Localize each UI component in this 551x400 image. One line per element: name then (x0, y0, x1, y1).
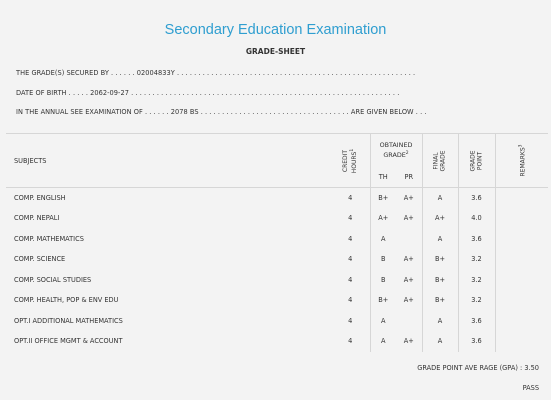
theory-grade-cell: A (380, 234, 386, 243)
credit-hours-cell: 4 (331, 311, 370, 332)
table-row (6, 270, 548, 291)
grade-point-cell: 3.2 (458, 270, 495, 291)
header-credit-line2: HOURS (351, 151, 359, 173)
credit-hours-cell: 4 (331, 188, 370, 209)
remarks-cell (495, 188, 548, 209)
subject-cell: COMP. NEPALI (14, 214, 60, 223)
header-obtained-line2: GRADE (383, 150, 406, 159)
practical-grade-cell: A+ (396, 249, 422, 270)
header-obtained-line1: OBTAINED (379, 141, 413, 150)
remarks-cell (495, 208, 548, 229)
subject-cell: COMP. HEALTH, POP & ENV EDU (14, 296, 119, 305)
table-row (6, 188, 548, 209)
header-credit-sup: 1 (350, 148, 356, 152)
practical-grade-cell: A+ (396, 290, 422, 311)
final-grade-cell: A (422, 229, 458, 250)
theory-grade-cell: A (380, 337, 386, 346)
header-obtained-grade (370, 134, 422, 168)
header-subjects: SUBJECTS (6, 134, 331, 188)
final-grade-cell: A (422, 331, 458, 352)
theory-grade-cell: B (380, 275, 386, 284)
grade-point-cell: 3.2 (458, 249, 495, 270)
practical-grade-cell: A+ (396, 208, 422, 229)
final-grade-cell: A (422, 188, 458, 209)
header-final-line2: GRADE (440, 149, 448, 172)
table-row (6, 311, 548, 332)
credit-hours-cell: 4 (331, 229, 370, 250)
credit-hours-cell: 4 (331, 331, 370, 352)
table-row (6, 331, 548, 352)
header-remarks (495, 134, 548, 188)
result-status: PASS (522, 384, 539, 392)
remarks-cell (495, 290, 548, 311)
remarks-cell (495, 331, 548, 352)
theory-grade-cell: B+ (378, 194, 389, 202)
header-pr: PR (396, 168, 422, 188)
gpa-summary: GRADE POINT AVE RAGE (GPA) : 3.50 (417, 364, 539, 372)
practical-grade-cell (396, 229, 422, 250)
subject-cell: OPT.II OFFICE MGMT & ACCOUNT (14, 337, 123, 346)
theory-grade-cell: B (380, 255, 386, 264)
remarks-cell (495, 249, 548, 270)
theory-grade-cell: A+ (378, 214, 389, 223)
practical-grade-cell (396, 311, 422, 332)
theory-grade-cell: B+ (378, 296, 389, 305)
table-row (6, 249, 548, 270)
final-grade-cell: B+ (422, 249, 458, 270)
info-examination: IN THE ANNUAL SEE EXAMINATION OF . . . . . . 2078 BS . . . . . . . . . . . . . . . . . . . . . . . . . . . . . . . . . . . ARE GIVEN BELOW . . . (16, 108, 427, 116)
final-grade-cell: A+ (422, 208, 458, 229)
grade-point-cell: 3.6 (458, 229, 495, 250)
header-remarks-sup: 3 (518, 144, 524, 148)
header-grade-point (458, 134, 495, 188)
header-th: TH (370, 168, 396, 188)
subject-cell: COMP. SCIENCE (14, 255, 66, 264)
header-credit-hours (331, 134, 370, 188)
header-final-line1: FINAL (433, 151, 441, 170)
subject-cell: COMP. ENGLISH (14, 194, 66, 202)
grade-point-cell: 3.6 (458, 311, 495, 332)
grade-table (6, 133, 548, 352)
header-obtained-sup: 2 (405, 150, 409, 156)
subject-cell: COMP. MATHEMATICS (14, 234, 84, 243)
grade-point-cell: 3.2 (458, 290, 495, 311)
header-final-grade (422, 134, 458, 188)
credit-hours-cell: 4 (331, 249, 370, 270)
theory-grade-cell: A (380, 316, 386, 325)
table-row (6, 208, 548, 229)
header-credit-line1: CREDIT (342, 149, 350, 172)
credit-hours-cell: 4 (331, 270, 370, 291)
practical-grade-cell: A+ (396, 270, 422, 291)
subject-cell: OPT.I ADDITIONAL MATHEMATICS (14, 316, 123, 325)
practical-grade-cell: A+ (396, 331, 422, 352)
table-row (6, 290, 548, 311)
header-gp-line1: GRADE (469, 149, 477, 172)
header-remarks-label: REMARKS (519, 147, 527, 177)
grade-point-cell: 3.6 (458, 331, 495, 352)
grade-table-wrapper (6, 133, 548, 347)
info-secured-by: THE GRADE(S) SECURED BY . . . . . . 02004833Y . . . . . . . . . . . . . . . . . . . . . . . . . . . . . . . . . . . . . . . . . . . . . . . . . . . . . . . . (16, 69, 416, 77)
final-grade-cell: A (422, 311, 458, 332)
final-grade-cell: B+ (422, 270, 458, 291)
remarks-cell (495, 311, 548, 332)
grade-point-cell: 4.0 (458, 208, 495, 229)
credit-hours-cell: 4 (331, 290, 370, 311)
grade-point-cell: 3.6 (458, 188, 495, 209)
practical-grade-cell: A+ (396, 188, 422, 209)
info-date-of-birth: DATE OF BIRTH . . . . . 2062-09-27 . . . . . . . . . . . . . . . . . . . . . . . . . . . . . . . . . . . . . . . . . . . . . . . . . . . . . . . . . . . . . . . (16, 89, 400, 97)
header-gp-line2: POINT (476, 151, 484, 170)
grade-table-body (6, 188, 548, 352)
table-row (6, 229, 548, 250)
final-grade-cell: B+ (422, 290, 458, 311)
page-title: Secondary Education Examination (164, 22, 387, 38)
remarks-cell (495, 229, 548, 250)
remarks-cell (495, 270, 548, 291)
credit-hours-cell: 4 (331, 208, 370, 229)
page-subtitle: GRADE-SHEET (245, 47, 306, 56)
subject-cell: COMP. SOCIAL STUDIES (14, 275, 92, 284)
